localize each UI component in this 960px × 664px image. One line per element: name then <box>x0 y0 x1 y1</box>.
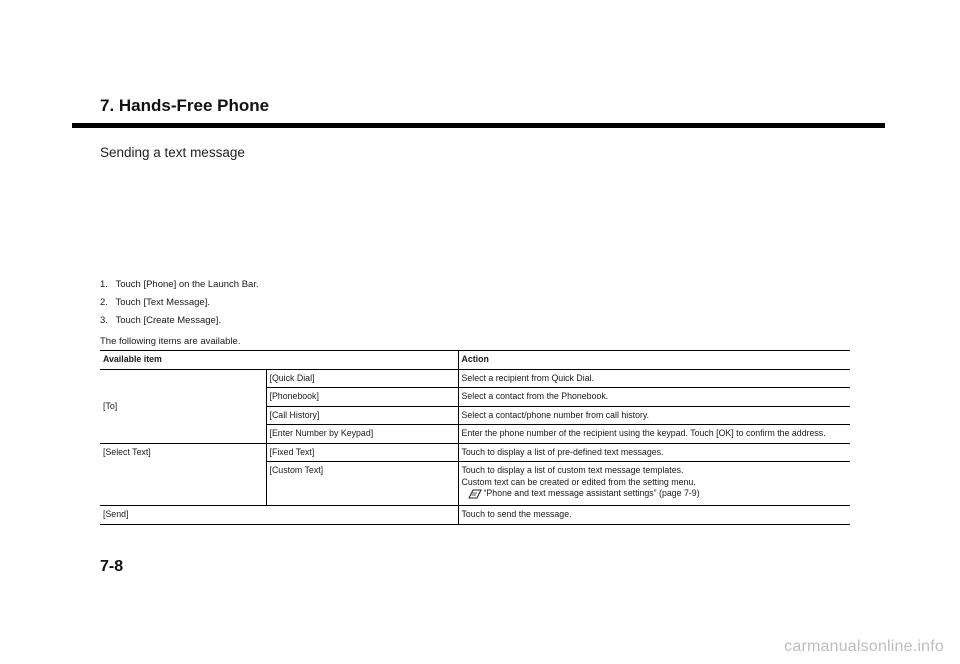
intro-text: The following items are available. <box>100 336 241 347</box>
heading-rule <box>72 123 885 128</box>
page-reference <box>462 488 700 499</box>
page-reference-icon <box>468 489 482 499</box>
action-text: Touch to display a list of pre-defined text messages. <box>458 443 850 461</box>
table-row <box>100 370 850 388</box>
step-item: 3. Touch [Create Message]. <box>100 315 222 326</box>
sub-item: [Custom Text] <box>266 462 458 506</box>
action-text: Select a contact from the Phonebook. <box>458 388 850 406</box>
watermark: carmanualsonline.info <box>784 638 944 655</box>
action-line: Custom text can be created or edited from the setting menu. <box>461 476 696 487</box>
sub-item: [Fixed Text] <box>266 443 458 461</box>
action-text: Select a recipient from Quick Dial. <box>458 370 850 388</box>
reference-text: “Phone and text message assistant settings” (page 7-9) <box>483 487 700 498</box>
sub-item: [Quick Dial] <box>266 370 458 388</box>
sub-item: [Call History] <box>266 406 458 424</box>
sub-item: [Phonebook] <box>266 388 458 406</box>
header-action: Action <box>458 351 850 370</box>
steps-list <box>100 280 259 334</box>
action-text: Enter the phone number of the recipient using the keypad. Touch [OK] to confirm the address. <box>458 425 850 443</box>
action-text-custom <box>458 462 850 506</box>
items-table <box>100 350 850 525</box>
step-item: 1. Touch [Phone] on the Launch Bar. <box>100 279 259 290</box>
group-label-to: [To] <box>103 400 118 411</box>
section-title: Sending a text message <box>100 145 245 160</box>
sub-item: [Enter Number by Keypad] <box>266 425 458 443</box>
action-line: Touch to display a list of custom text message templates. <box>461 465 684 476</box>
group-label-select-text: [Select Text] <box>100 443 266 505</box>
chapter-title: 7. Hands-Free Phone <box>100 96 270 115</box>
action-text: Touch to send the message. <box>458 506 850 524</box>
table-header-row <box>100 351 850 370</box>
action-text: Select a contact/phone number from call history. <box>458 406 850 424</box>
header-available-item: Available item <box>100 351 458 370</box>
table-row <box>100 443 850 461</box>
step-item: 2. Touch [Text Message]. <box>100 297 210 308</box>
table-row <box>100 506 850 524</box>
group-label-send: [Send] <box>100 506 458 524</box>
page-number: 7-8 <box>100 558 124 575</box>
